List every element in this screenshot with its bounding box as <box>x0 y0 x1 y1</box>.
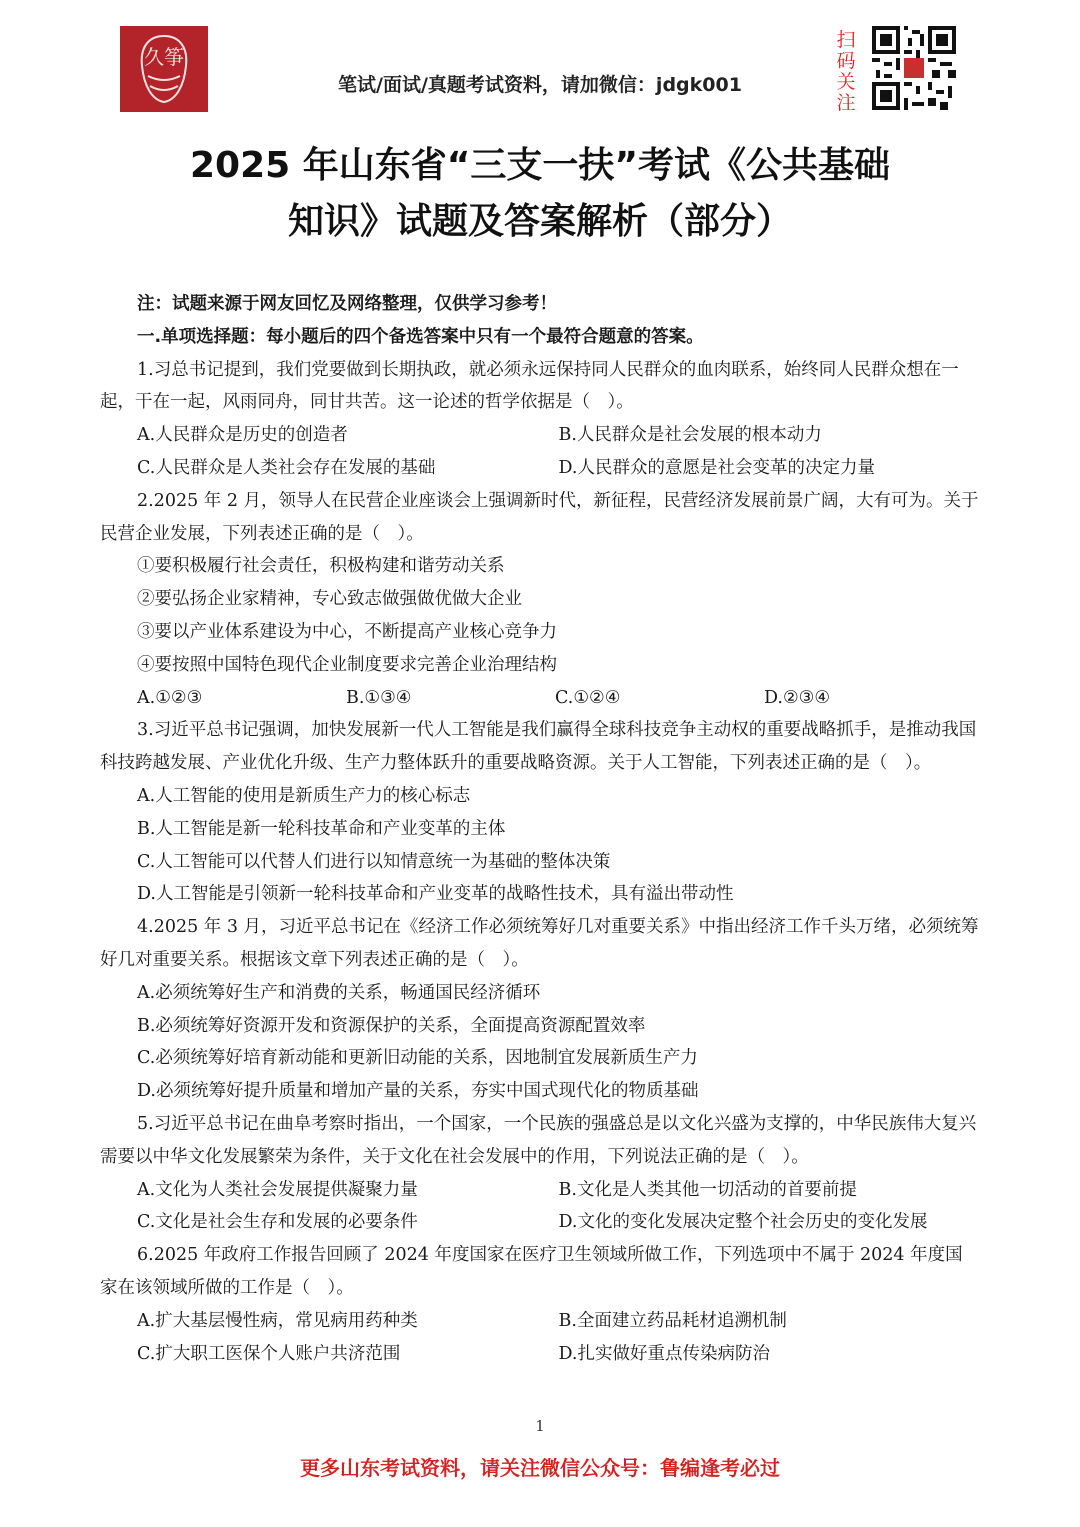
qr-code-icon <box>872 26 956 110</box>
question-1-stem: 1.习总书记提到，我们党要做到长期执政，就必须永远保持同人民群众的血肉联系，始终同人民群众想在一起，干在一起，风雨同舟，同甘共苦。这一论述的哲学依据是（ ）。 <box>100 359 959 413</box>
question-2-options <box>100 682 980 715</box>
option: D.②③④ <box>764 687 831 708</box>
title-line-2: 知识》试题及答案解析（部分） <box>287 201 792 242</box>
title-line-1: 2025 年山东省“三支一扶”考试《公共基础 <box>189 145 891 186</box>
option: C.文化是社会生存和发展的必要条件 <box>137 1212 418 1233</box>
page-number: 1 <box>535 1417 545 1435</box>
option: A.必须统筹好生产和消费的关系，畅通国民经济循环 <box>137 982 541 1003</box>
option: A.文化为人类社会发展提供凝聚力量 <box>137 1179 418 1200</box>
option: D.文化的变化发展决定整个社会历史的变化发展 <box>558 1212 928 1233</box>
statement-item: ④要按照中国特色现代企业制度要求完善企业治理结构 <box>137 654 557 675</box>
option: C.①②④ <box>555 687 621 708</box>
question-1-options <box>100 419 980 452</box>
option: C.人民群众是人类社会存在发展的基础 <box>137 457 436 478</box>
option: B.人民群众是社会发展的根本动力 <box>558 425 822 446</box>
statement-item: ①要积极履行社会责任，积极构建和谐劳动关系 <box>137 556 505 577</box>
source-note: 注：试题来源于网友回忆及网络整理，仅供学习参考！ <box>137 294 557 314</box>
question-6-stem: 6.2025 年政府工作报告回顾了 2024 年度国家在医疗卫生领域所做工作，下列选项中不属于 2024 年度国家在该领域所做的工作是（ ）。 <box>100 1245 963 1298</box>
question-3-stem: 3.习近平总书记强调，加快发展新一代人工智能是我们赢得全球科技竞争主动权的重要战略抓手，是推动我国科技跨越发展、产业优化升级、生产力整体跃升的重要战略资源。关于人工智能，下列表述正确的是（ ）。 <box>100 720 977 774</box>
question-6-options <box>100 1305 980 1338</box>
option: B.全面建立药品耗材追溯机制 <box>558 1310 787 1331</box>
option: C.扩大职工医保个人账户共济范围 <box>137 1343 401 1364</box>
option: B.必须统筹好资源开发和资源保护的关系，全面提高资源配置效率 <box>137 1015 646 1036</box>
option: D.人民群众的意愿是社会变革的决定力量 <box>558 457 875 478</box>
statement-item: ③要以产业体系建设为中心，不断提高产业核心竞争力 <box>137 621 557 642</box>
question-5-stem: 5.习近平总书记在曲阜考察时指出，一个国家，一个民族的强盛总是以文化兴盛为支撑的，中华民族伟大复兴需要以中华文化发展繁荣为条件，关于文化在社会发展中的作用，下列说法正确的是（ ）。 <box>100 1113 977 1167</box>
option: B.①③④ <box>346 687 412 708</box>
question-1-options <box>100 452 980 485</box>
footer-promo: 更多山东考试资料，请关注微信公众号：鲁编逢考必过 <box>300 1456 780 1480</box>
option: D.人工智能是引领新一轮科技革命和产业变革的战略性技术，具有溢出带动性 <box>137 884 734 905</box>
option: B.文化是人类其他一切活动的首要前提 <box>558 1179 857 1200</box>
question-6-options <box>100 1338 980 1371</box>
question-2-stem: 2.2025 年 2 月，领导人在民营企业座谈会上强调新时代，新征程，民营经济发展前景广阔，大有可为。关于民营企业发展，下列表述正确的是（ ）。 <box>100 490 979 544</box>
option: A.人工智能的使用是新质生产力的核心标志 <box>137 785 471 806</box>
section-heading: 一.单项选择题：每小题后的四个备选答案中只有一个最符合题意的答案。 <box>137 326 704 347</box>
question-4-stem: 4.2025 年 3 月，习近平总书记在《经济工作必须统筹好几对重要关系》中指出经济工作千头万绪，必须统筹好几对重要关系。根据该文章下列表述正确的是（ ）。 <box>100 917 979 970</box>
option: D.扎实做好重点传染病防治 <box>558 1343 770 1364</box>
document-body <box>100 288 980 1370</box>
option: A.扩大基层慢性病，常见病用药种类 <box>137 1310 418 1331</box>
option: B.人工智能是新一轮科技革命和产业变革的主体 <box>137 818 506 839</box>
question-5-options <box>100 1206 980 1239</box>
document-title <box>120 138 960 250</box>
option: C.人工智能可以代替人们进行以知情意统一为基础的整体决策 <box>137 851 611 872</box>
scan-follow-label: 扫码关注 <box>836 29 856 114</box>
option: C.必须统筹好培育新动能和更新旧动能的关系，因地制宜发展新质生产力 <box>137 1048 698 1069</box>
header-contact-note: 笔试/面试/真题考试资料，请加微信：jdgk001 <box>338 74 742 96</box>
question-5-options <box>100 1174 980 1207</box>
brand-logo <box>120 26 208 112</box>
logo-lettering: 久筝 <box>144 45 184 69</box>
option: A.①②③ <box>137 687 203 708</box>
statement-item: ②要弘扬企业家精神，专心致志做强做优做大企业 <box>137 589 522 610</box>
option: D.必须统筹好提升质量和增加产量的关系，夯实中国式现代化的物质基础 <box>137 1081 699 1102</box>
option: A.人民群众是历史的创造者 <box>137 425 348 446</box>
